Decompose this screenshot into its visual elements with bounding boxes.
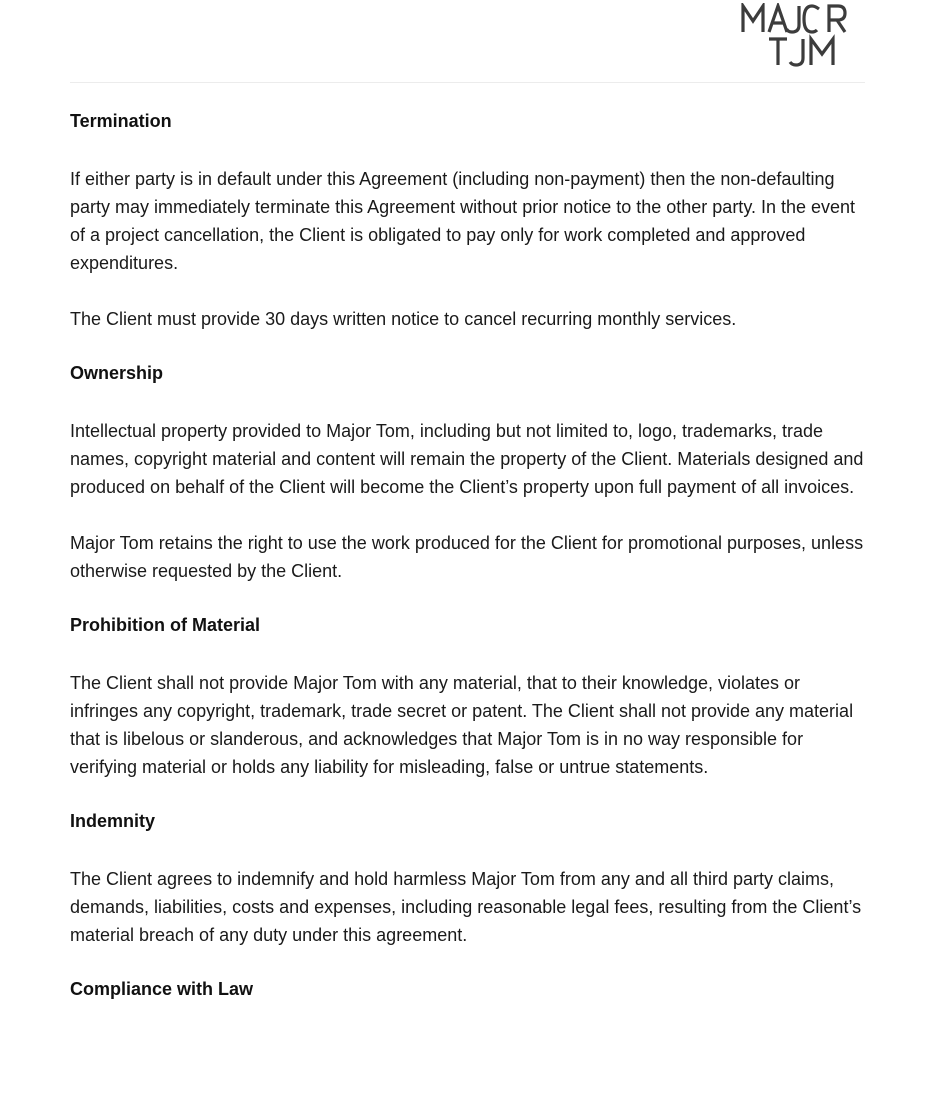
section-termination — [70, 109, 865, 333]
paragraph: The Client agrees to indemnify and hold harmless Major Tom from any and all third party claims, demands, liabilities, costs and expenses, including reasonable legal fees, resulting from the Client’s material breach of any duty under this agreement. — [70, 869, 862, 945]
section-heading: Compliance with Law — [70, 979, 254, 999]
section-heading: Termination — [70, 111, 172, 131]
paragraph: Intellectual property provided to Major Tom, including but not limited to, logo, trademarks, trade names, copyright material and content will remain the property of the Client. Materials designed and produced on behalf of the Client will become the Client’s property upon full payment of all invoices. — [70, 421, 864, 497]
document-page — [70, 0, 865, 1033]
major-tom-logo-mark — [741, 3, 859, 67]
section-indemnity — [70, 809, 865, 949]
paragraph: The Client must provide 30 days written notice to cancel recurring monthly services. — [70, 309, 737, 329]
section-heading: Ownership — [70, 363, 164, 383]
major-tom-logo — [741, 3, 859, 67]
section-prohibition-of-material — [70, 613, 865, 781]
page-header — [70, 0, 865, 83]
section-heading: Prohibition of Material — [70, 615, 261, 635]
section-ownership — [70, 361, 865, 585]
paragraph: Major Tom retains the right to use the work produced for the Client for promotional purposes, unless otherwise requested by the Client. — [70, 533, 864, 581]
section-heading: Indemnity — [70, 811, 156, 831]
paragraph: The Client shall not provide Major Tom with any material, that to their knowledge, violates or infringes any copyright, trademark, trade secret or patent. The Client shall not provide any material that is libelous or slanderous, and acknowledges that Major Tom is in no way responsible for verifying material or holds any liability for misleading, false or untrue statements. — [70, 673, 854, 777]
document-content — [70, 83, 865, 1001]
section-compliance-with-law — [70, 977, 865, 1001]
paragraph: If either party is in default under this Agreement (including non-payment) then the non-defaulting party may immediately terminate this Agreement without prior notice to the other party. In the event of a project cancellation, the Client is obligated to pay only for work completed and approved expenditures. — [70, 169, 856, 273]
